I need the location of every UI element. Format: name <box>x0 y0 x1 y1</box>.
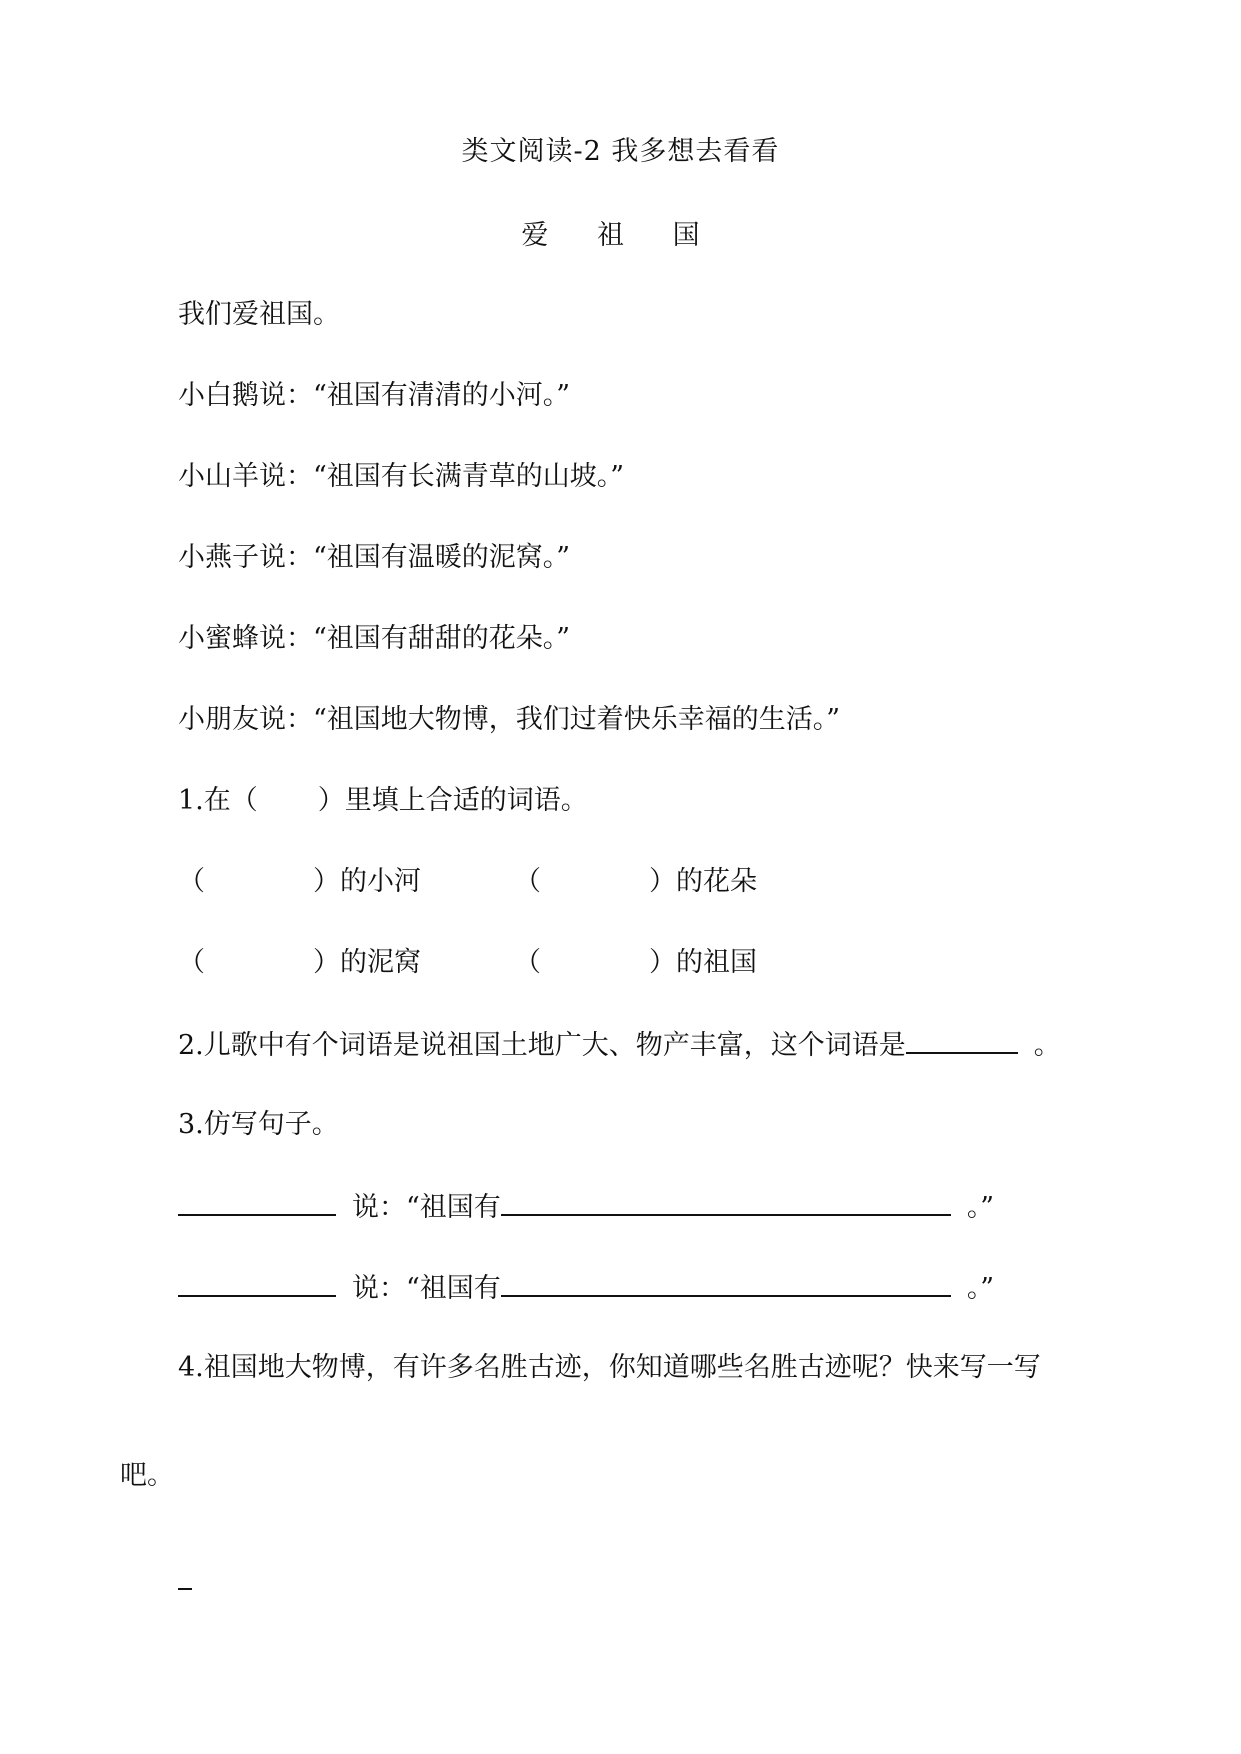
q1-fill-item[interactable]: （ ）的泥窝 <box>178 947 421 978</box>
q3-content-blank[interactable] <box>501 1269 951 1297</box>
q1-fill-item[interactable]: （ ）的花朵 <box>514 866 757 897</box>
question-2: 2.儿歌中有个词语是说祖国土地广大、物产丰富，这个词语是 。 <box>178 1026 1061 1064</box>
question-1-prompt <box>178 783 588 819</box>
q4-answer-blank[interactable] <box>178 1588 192 1590</box>
q3-subject-blank[interactable] <box>178 1269 336 1297</box>
q1-prefix: 1.在（ <box>178 785 258 816</box>
question-4-prompt-cont: 吧。 <box>120 1460 174 1491</box>
poem-line: 小燕子说：“祖国有温暖的泥窝。” <box>178 542 571 573</box>
question-4-prompt: 4.祖国地大物博，有许多名胜古迹，你知道哪些名胜古迹呢？快来写一写 <box>178 1352 1041 1383</box>
poem-title: 爱 祖 国 <box>521 220 720 251</box>
q3-sentence: 说：“祖国有 。” <box>178 1269 994 1307</box>
q3-subject-blank[interactable] <box>178 1188 336 1216</box>
q2-answer-blank[interactable] <box>906 1026 1018 1054</box>
poem-line: 小白鹅说：“祖国有清清的小河。” <box>178 380 571 411</box>
q1-suffix: ）里填上合适的词语。 <box>317 785 588 816</box>
poem-line: 小朋友说：“祖国地大物博，我们过着快乐幸福的生活。” <box>178 704 841 735</box>
q3-content-blank[interactable] <box>501 1188 951 1216</box>
poem-line: 小蜜蜂说：“祖国有甜甜的花朵。” <box>178 623 571 654</box>
q3-sentence: 说：“祖国有 。” <box>178 1188 994 1226</box>
q1-fill-item[interactable]: （ ）的小河 <box>178 866 421 897</box>
q2-prompt: 2.儿歌中有个词语是说祖国土地广大、物产丰富，这个词语是 <box>178 1030 906 1061</box>
worksheet-title: 类文阅读-2 我多想去看看 <box>461 136 780 167</box>
poem-line: 小山羊说：“祖国有长满青草的山坡。” <box>178 461 625 492</box>
poem-line: 我们爱祖国。 <box>178 299 340 330</box>
question-3-prompt: 3.仿写句子。 <box>178 1109 339 1140</box>
q1-fill-item[interactable]: （ ）的祖国 <box>514 947 757 978</box>
